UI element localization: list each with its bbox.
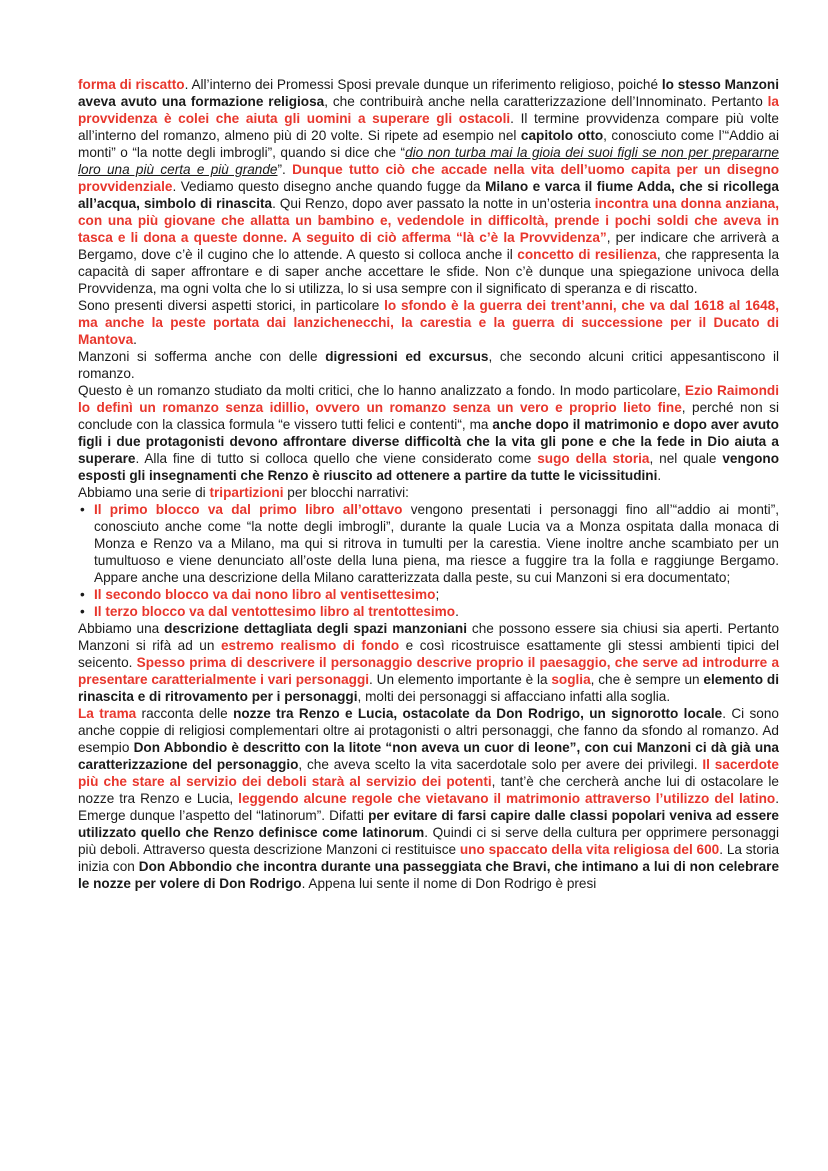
bold-text: anche dopo il matrimonio e dopo aver avuto figli i due protagonisti devono affrontare diverse difficoltà che la vita gli pone e che la fede in Dio aiuta a superare xyxy=(78,417,779,466)
text-run: , conosciuto come l’“Addio ai monti” o “la notte degli imbrogli”, quando si dice che “ xyxy=(78,128,779,160)
highlight-text: Ezio Raimondi lo definì un romanzo senza idillio, ovvero un romanzo senza un vero e proprio lieto fine xyxy=(78,383,779,415)
text-run: , perché non si conclude con la classica formula “e vissero tutti felici e contenti“, ma xyxy=(78,400,779,432)
highlight-text: uno spaccato della vita religiosa del 600 xyxy=(459,842,720,857)
text-run: vengono presentati i personaggi fino all’“addio ai monti”, conosciuto anche come “la notte degli imbrogli”, durante la quale Lucia va a Monza ospitata dalla monaca di Monza e Renzo va a Milano, ma qui si ritrova in tumulti per la carestia. Viene inoltre anche scambiato per un tumultuoso e viene denunciato all’oste della luna piena, ma riesce a fuggire tra la folla e raggiunge Bergamo. Appare anche una descrizione della Milano caratterizzata dalla peste, su cui Manzoni si era documentato; xyxy=(94,502,779,585)
bold-text: Milano e varca il fiume Adda, che si ricollega all’acqua, simbolo di rinascita xyxy=(78,179,779,211)
highlight-text: tripartizioni xyxy=(209,485,284,500)
bullet-icon: • xyxy=(80,587,85,602)
text-run: . Emerge dunque l’aspetto del “latinorum”. Difatti xyxy=(78,791,779,823)
text-run: Manzoni si sofferma anche con delle xyxy=(78,349,326,364)
paragraph xyxy=(78,76,779,297)
highlight-text: Il primo blocco va dal primo libro all’ottavo xyxy=(94,502,403,517)
highlight-text: lo sfondo è la guerra dei trent’anni, che va dal 1618 al 1648, ma anche la peste portata dai lanzichenecchi, la carestia e la guerra di successione per il Ducato di Mantova xyxy=(78,298,780,347)
text-run: che possono essere sia chiusi sia aperti. Pertanto Manzoni si rifà ad un xyxy=(78,621,780,653)
bold-text: digressioni ed excursus xyxy=(325,349,489,364)
highlight-text: Il secondo blocco va dai nono libro al ventisettesimo xyxy=(94,587,436,602)
bold-text: nozze tra Renzo e Lucia, ostacolate da Don Rodrigo, un signorotto locale xyxy=(233,706,723,721)
text-run: . Un elemento importante è la xyxy=(369,672,552,687)
text-run: , nel quale xyxy=(649,451,723,466)
bold-text: capitolo otto xyxy=(520,128,604,143)
text-run: . All’interno dei Promessi Sposi prevale dunque un riferimento religioso, poiché xyxy=(184,77,662,92)
list-item xyxy=(78,586,779,603)
text-run: . Vediamo questo disegno anche quando fugge da xyxy=(172,179,486,194)
bullet-icon: • xyxy=(80,604,85,619)
highlight-text: incontra una donna anziana, con una più giovane che allatta un bambino e, vedendole in difficoltà, prende i pochi soldi che aveva in tasca e li dona a queste donne. A seguito di ciò afferma “là c’è la Provvidenza” xyxy=(78,196,779,245)
bold-text: vengono esposti gli insegnamenti che Renzo è riuscito ad ottenere a partire da tutte le vicissitudini xyxy=(78,451,779,483)
text-run: Sono presenti diversi aspetti storici, in particolare xyxy=(78,298,385,313)
text-run: . Appena lui sente il nome di Don Rodrigo è presi xyxy=(301,876,597,891)
highlight-text: sugo della storia xyxy=(537,451,650,466)
paragraph xyxy=(78,382,779,484)
narrative-blocks-list xyxy=(78,501,779,620)
text-run: , che secondo alcuni critici appesantiscono il romanzo. xyxy=(78,349,780,381)
paragraph xyxy=(78,620,779,705)
quote-text: dio non turba mai la gioia dei suoi figli se non per prepararne loro una più certa e più grande xyxy=(78,145,779,177)
text-run: , che rappresenta la capacità di saper affrontare e di saper anche accettare le sfide. Non c’è dunque una spiegazione univoca della Provvidenza, ma ogni volta che lo si utilizza, lo si usa sempre con il significato di speranza e di riscatto. xyxy=(78,247,780,296)
highlight-text: leggendo alcune regole che vietavano il matrimonio attraverso l’utilizzo del latino xyxy=(238,791,776,806)
bold-text: lo stesso Manzoni aveva avuto una formazione religiosa xyxy=(78,77,779,109)
highlight-text: Il terzo blocco va dal ventottesimo libro al trentottesimo xyxy=(94,604,456,619)
bullet-icon: • xyxy=(80,502,85,517)
text-run: ; xyxy=(435,587,440,602)
bold-text: elemento di rinascita e di ritrovamento per i personaggi xyxy=(78,672,779,704)
text-run: racconta delle xyxy=(136,706,234,721)
paragraph xyxy=(78,348,779,382)
text-run: . xyxy=(657,468,662,483)
bold-text: descrizione dettagliata degli spazi manzoniani xyxy=(164,621,468,636)
bold-text: Don Abbondio che incontra durante una passeggiata che Bravi, che intimano a lui di non celebrare le nozze per volere di Don Rodrigo xyxy=(78,859,779,891)
paragraph xyxy=(78,705,779,892)
text-run: . Alla fine di tutto si colloca quello che viene considerato come xyxy=(135,451,538,466)
text-run: , molti dei personaggi si affacciano infatti alla soglia. xyxy=(357,689,671,704)
text-run: Questo è un romanzo studiato da molti critici, che lo hanno analizzato a fondo. In modo particolare, xyxy=(78,383,685,398)
text-run: . xyxy=(455,604,459,619)
text-run: . xyxy=(133,332,137,347)
text-run: , che contribuirà anche nella caratterizzazione dell’Innominato. Pertanto xyxy=(324,94,768,109)
highlight-text: Il sacerdote più che stare al servizio dei deboli starà al servizio dei potenti xyxy=(78,757,779,789)
list-item xyxy=(78,603,779,620)
paragraph xyxy=(78,297,779,348)
highlight-text: Dunque tutto ciò che accade nella vita dell’uomo capita per un disegno provvidenziale xyxy=(78,162,779,194)
paragraph xyxy=(78,484,779,501)
text-run: ”. xyxy=(277,162,293,177)
highlight-text: estremo realismo di fondo xyxy=(220,638,400,653)
text-run: Abbiamo una xyxy=(78,621,165,636)
bold-text: Don Abbondio è descritto con la litote “non aveva un cuor di leone”, con cui Manzoni ci dà già una caratterizzazione del personaggio xyxy=(78,740,779,772)
text-run: . Ci sono anche coppie di religiosi complementari oltre ai protagonisti o altri personaggi, che fanno da sfondo al romanzo. Ad esempio xyxy=(78,706,779,755)
closing-paragraphs xyxy=(78,620,779,892)
text-run: Abbiamo una serie di xyxy=(78,485,210,500)
text-run: per blocchi narrativi: xyxy=(283,485,409,500)
highlight-text: soglia xyxy=(551,672,591,687)
highlight-text: Spesso prima di descrivere il personaggio descrive proprio il paesaggio, che serve ad introdurre a presentare caratterialmente i vari personaggi xyxy=(78,655,780,687)
list-item xyxy=(78,501,779,586)
highlight-text: concetto di resilienza xyxy=(517,247,657,262)
text-run: . La storia inizia con xyxy=(78,842,779,874)
text-run: . Il termine provvidenza compare più volte all’interno del romanzo, almeno più di 20 volte. Si ripete ad esempio nel xyxy=(78,111,779,143)
text-run: , per indicare che arriverà a Bergamo, dove c’è il cugino che lo attende. A questo si colloca anche il xyxy=(78,230,779,262)
text-run: e così ricostruisce esattamente gli stessi ambienti tipici del seicento. xyxy=(78,638,779,670)
intro-paragraphs xyxy=(78,76,779,501)
highlight-text: la provvidenza è colei che aiuta gli uomini a superare gli ostacoli xyxy=(78,94,779,126)
highlight-text: La trama xyxy=(78,706,137,721)
text-run: , che è sempre un xyxy=(590,672,704,687)
highlight-text: forma di riscatto xyxy=(78,77,185,92)
text-run: , tant’è che cercherà anche lui di ostacolare le nozze tra Renzo e Lucia, xyxy=(78,774,779,806)
text-run: . Qui Renzo, dopo aver passato la notte in un’osteria xyxy=(272,196,595,211)
text-run: , che aveva scelto la vita sacerdotale solo per avere dei privilegi. xyxy=(298,757,703,772)
bold-text: per evitare di farsi capire dalle classi popolari veniva ad essere utilizzato quello che Renzo definisce come latinorum xyxy=(78,808,779,840)
text-run: . Quindi ci si serve della cultura per opprimere personaggi più deboli. Attraverso questa descrizione Manzoni ci restituisce xyxy=(78,825,779,857)
